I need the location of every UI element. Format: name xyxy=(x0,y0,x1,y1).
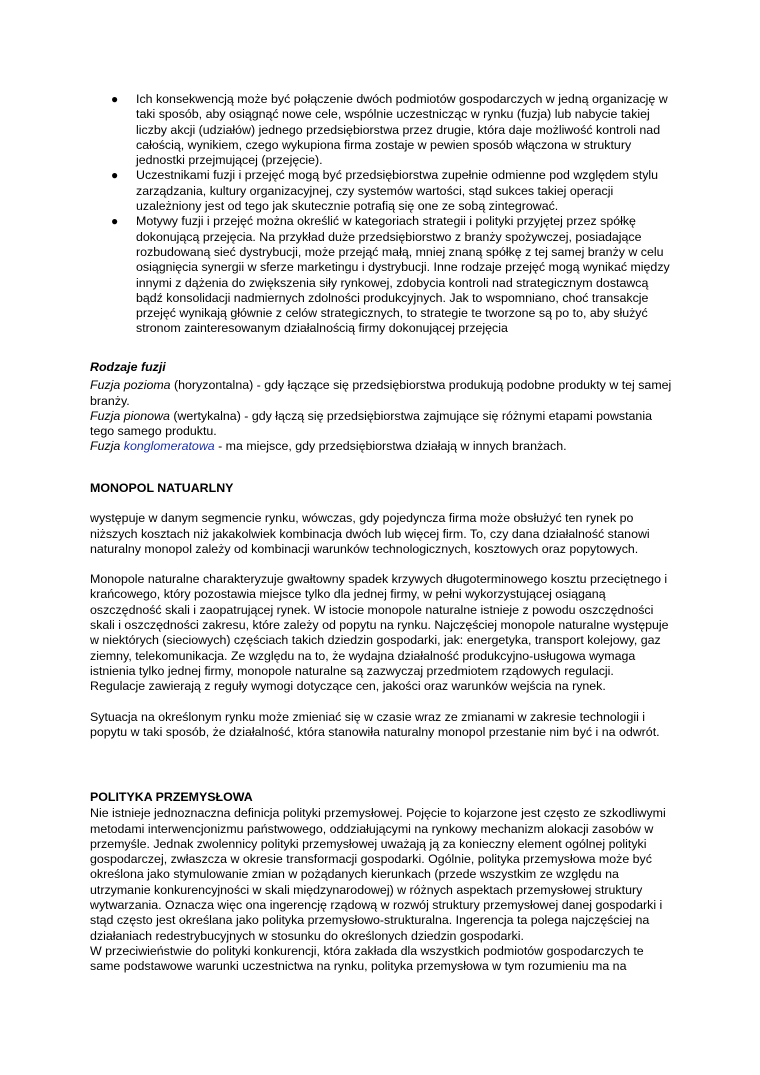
bullet-item xyxy=(110,214,670,336)
bullet-dot-icon: ● xyxy=(111,92,119,106)
fuzja-pozioma-paragraph xyxy=(90,378,672,409)
polityka-paragraph-1: Nie istnieje jednoznaczna definicja polityki przemysłowej. Pojęcie to kojarzone jest często ze szkodliwymi metodami interwencjonizmu państwowego, oddziałującymi na rynkowy mechanizm alokacji zasobów w przemyśle. Jednak zwolennicy polityki przemysłowej uważają ją za konieczny element ogólnej polityki gospodarczej, zwłaszcza w okresie transformacji gospodarki. Ogólnie, polityka przemysłowa może być określona jako stymulowanie zmian w pożądanych kierunkach (przede wszystkim ze względu na utrzymanie konkurencyjności w skali międzynarodowej) w różnych aspektach przemysłowej struktury wytwarzania. Oznacza więc ona ingerencję rządową w rozwój struktury przemysłowej danej gospodarki i stąd często jest określana jako polityka przemysłowo-strukturalna. Ingerencja ta polega najczęściej na działaniach redestrybucyjnych w stosunku do określonych dziedzin gospodarki. xyxy=(90,806,666,943)
bullet-dot-icon: ● xyxy=(111,214,119,229)
bullet-text: Motywy fuzji i przejęć można określić w kategoriach strategii i polityki przyjętej przez spółkę dokonującą przejęcia. Na przykład duże przedsiębiorstwo z branży spożywczej, posiadające rozbudowaną sieć dystrybucji, może przejąć małą, mniej znaną spółkę z tej samej branży w celu osiągnięcia synergii w sferze marketingu i dystrybucji. Inne rodzaje przejęć mogą wynikać między innymi z dążenia do zwiększenia siły rynkowej, zdobycia kontroli nad strategicznym dostawcą bądź konsolidacji nadmiernych zdolności produkcyjnych. Jak to wspomniano, choć transakcje przejęć wynikają głównie z celów strategicznych, to strategie te tworzone są po to, aby służyć stronom zainteresowanym działalnością firmy dokonującej przejęcia xyxy=(136,214,670,336)
monopol-heading: MONOPOL NATUARLNY xyxy=(90,481,234,495)
fuzja-pozioma-desc: (horyzontalna) - gdy łączące się przedsiębiorstwa produkują podobne produkty w tej samej branży. xyxy=(90,378,672,408)
bullet-text: Uczestnikami fuzji i przejęć mogą być przedsiębiorstwa zupełnie odmienne pod względem stylu zarządzania, kultury organizacyjnej, czy systemów wartości, stąd sukces takiej operacji uzależniony jest od tego jak skutecznie potrafią się one ze sobą zintegrować. xyxy=(136,168,659,214)
bullet-list xyxy=(110,92,670,337)
monopol-section xyxy=(90,481,672,740)
fuzja-pionowa-paragraph xyxy=(90,409,672,440)
fuzja-konglomeratowa-term: Fuzja xyxy=(90,439,124,454)
rodzaje-fuzji-section xyxy=(90,360,672,455)
fuzja-pionowa-desc: (wertykalna) - gdy łączą się przedsiębiorstwa zajmujące się różnymi etapami powstania tego samego produktu. xyxy=(90,408,652,439)
fuzja-konglomeratowa-desc: - ma miejsce, gdy przedsiębiorstwa działają w innych branżach. xyxy=(214,439,567,454)
monopol-paragraph-1: występuje w danym segmencie rynku, wówczas, gdy pojedyncza firma może obsłużyć ten rynek po niższych kosztach niż jakakolwiek kombinacja dwóch lub więcej firm. To, czy dana działalność stanowi naturalny monopol zależy od kombinacji warunków technologicznych, kosztowych oraz popytowych. xyxy=(90,511,650,556)
konglomeratowa-link[interactable]: konglomeratowa xyxy=(123,439,215,454)
monopol-paragraph-3: Sytuacja na określonym rynku może zmieniać się w czasie wraz ze zmianami w zakresie technologii i popytu w taki sposób, że działalność, która stanowiła naturalny monopol przestanie nim być i na odwrót. xyxy=(90,709,660,739)
fuzja-pionowa-term: Fuzja pionowa xyxy=(90,408,170,423)
polityka-paragraph-2: W przeciwieństwie do polityki konkurencji, która zakłada dla wszystkich podmiotów gospodarczych te same podstawowe warunki uczestnictwa na rynku, polityka przemysłowa w tym rozumieniu ma na xyxy=(90,943,644,974)
fuzja-pozioma-term: Fuzja pozioma xyxy=(90,378,171,393)
bullet-item xyxy=(110,92,670,168)
fuzja-konglomeratowa-paragraph xyxy=(90,439,672,454)
monopol-paragraph-2: Monopole naturalne charakteryzuje gwałtowny spadek krzywych długoterminowego kosztu przeciętnego i krańcowego, który pozostawia miejsce tylko dla jednej firmy, w pełni wykorzystującej osiąganą oszczędność skali i zaopatrującej rynek. W istocie monopole naturalne istnieje z powodu oszczędności skali i oszczędności zakresu, które zależy od popytu na rynku. Najczęściej monopole naturalne występuje w niektórych (sieciowych) częściach takich dziedzin gospodarki, jak: energetyka, transport kolejowy, gaz ziemny, telekomunikacja. Ze względu na to, że wydajna działalność produkcyjno-usługowa wymaga istnienia tylko jednej firmy, monopole naturalne są zazwyczaj przedmiotem rządowych regulacji. Regulacje zawierają z reguły wymogi dotyczące cen, jakości oraz warunków wejścia na rynek. xyxy=(90,572,669,694)
bullet-text: Ich konsekwencją może być połączenie dwóch podmiotów gospodarczych w jedną organizację w taki sposób, aby osiągnąć nowe cele, wspólnie uczestnicząc w rynku (fuzja) lub nabycie takiej liczby akcji (udziałów) jednego przedsiębiorstwa przez drugie, która daje możliwość kontroli nad całością, wynikiem, czego wykupiona firma zostaje w pewien sposób włączona w struktury jednostki przejmującej (przejęcie). xyxy=(136,92,668,168)
polityka-section xyxy=(90,790,672,975)
polityka-heading: POLITYKA PRZEMYSŁOWA xyxy=(90,790,253,804)
bullet-item xyxy=(110,168,670,214)
bullet-dot-icon: ● xyxy=(111,168,119,183)
rodzaje-fuzji-heading: Rodzaje fuzji xyxy=(90,360,166,374)
